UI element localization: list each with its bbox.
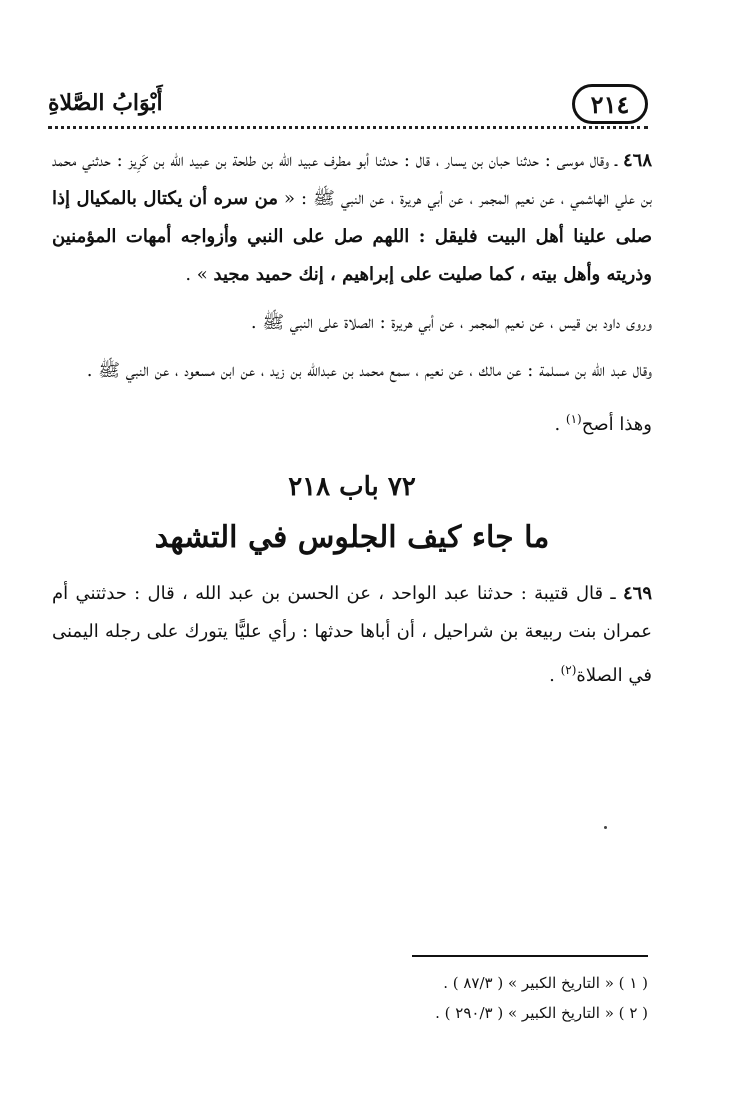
- chapter-number: ٧٢ باب ٢١٨: [288, 472, 416, 502]
- running-title: أَبْوَابُ الصَّلاةِ: [48, 90, 163, 116]
- hadith-469: [52, 575, 652, 695]
- hadith-number: ٤٦٨: [622, 150, 652, 171]
- footnote-divider: [412, 955, 648, 957]
- dawud-paragraph: وروى داود بن قيس ، عن نعيم المجمر ، عن أبي هريرة : الصلاة على النبي ﷺ .: [250, 312, 652, 333]
- print-speck: [604, 826, 607, 829]
- footnotes: [248, 968, 648, 1028]
- page-number: ٢١٤: [572, 84, 648, 124]
- header-divider: [48, 126, 648, 129]
- asahh-paragraph: [52, 400, 652, 444]
- hadith-text: ـ قال قتيبة : حدثنا عبد الواحد ، عن الحسن بن عبد الله ، قال : حدثتني أم عمران بنت ربيعة بن شراحيل ، أن أباها حدثها : رأي عليًّا يتورك على رجله اليمنى في الصلاة: [52, 583, 652, 686]
- asahh-end: .: [554, 414, 566, 435]
- hadith-end: » .: [185, 264, 214, 285]
- hadith-end: .: [549, 665, 561, 686]
- page-header: [48, 78, 648, 130]
- hadith-number: ٤٦٩: [622, 583, 652, 604]
- hadith-468: [52, 142, 652, 294]
- footnote-ref-2: (٢): [560, 663, 577, 677]
- asahh-text: وهذا أصح: [581, 414, 652, 435]
- page-body: [52, 142, 652, 705]
- footnote-1: ( ١ ) « التاريخ الكبير » ( ٨٧/٣ ) .: [443, 974, 648, 992]
- footnote-ref-1: (١): [565, 412, 582, 426]
- footnote-2: ( ٢ ) « التاريخ الكبير » ( ٢٩٠/٣ ) .: [435, 1004, 648, 1022]
- hadith-matn: من سره أن يكتال بالمكيال إذا صلى علينا أهل البيت فليقل : اللهم صل على النبي وأزواجه أمهات المؤمنين وذريته وأهل بيته ، كما صليت على إبراهيم ، إنك حميد مجيد: [52, 188, 652, 285]
- hadith-isnad: ـ وقال موسى : حدثنا حبان بن يسار ، قال : حدثنا أبو مطرف عبيد الله بن طلحة بن عبيد الله بن كَرِيز : حدثني محمد بن علي الهاشمي ، عن نعيم المجمر ، عن أبي هريرة ، عن النبي ﷺ : «: [52, 150, 652, 209]
- chapter-title: ما جاء كيف الجلوس في التشهد: [154, 520, 550, 555]
- abdullah-paragraph: وقال عبد الله بن مسلمة : عن مالك ، عن نعيم ، سمع محمد بن عبدالله بن زيد ، عن ابن مسعود ، عن النبي ﷺ .: [86, 360, 652, 381]
